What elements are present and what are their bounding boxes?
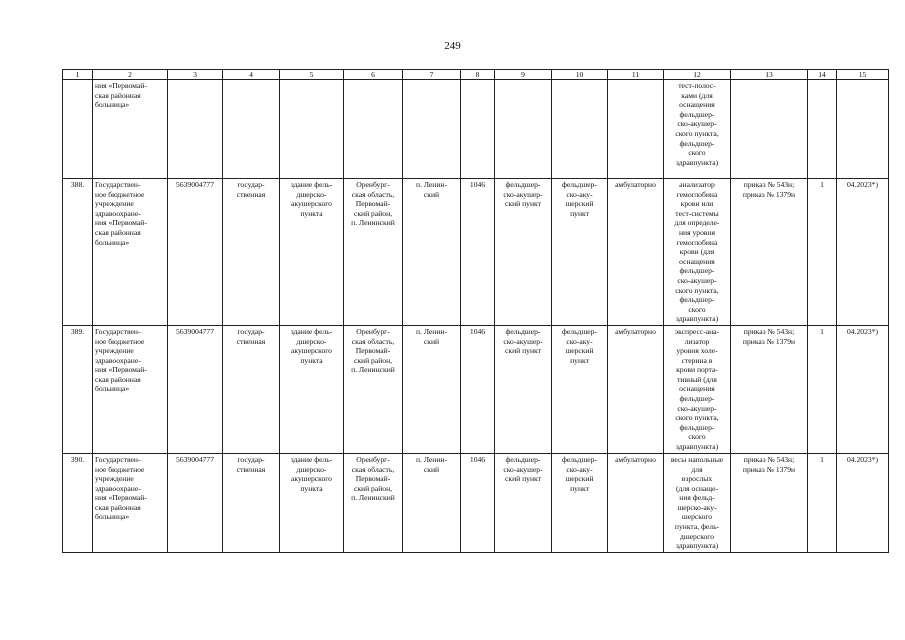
cell-organization: Государствен- ное бюджетное учреждение здравоохране- ния «Первомай- ская районная больница» [93,453,168,552]
cell-date: 04.2023*) [837,179,889,326]
cell-care-form: амбулаторно [608,453,664,552]
table-row [63,325,889,453]
cell-order: приказ № 543н; приказ № 1379н [731,325,808,453]
cell-quantity: 1 [808,179,837,326]
table-row [63,179,889,326]
cell-unit-type: фельдшер- ско-акушер- ский пункт [495,179,552,326]
cell-quantity: 1 [808,453,837,552]
cell-care-form [608,80,664,179]
cell-unit-name: фельдшер- ско-аку- шерский пункт [552,453,608,552]
cell-num [63,80,93,179]
column-number: 5 [280,70,344,80]
cell-date: 04.2023*) [837,325,889,453]
cell-num: 390. [63,453,93,552]
cell-settlement: п. Ленин- ский [403,179,461,326]
cell-building: здание фель- дшерско- акушерского пункта [280,325,344,453]
cell-organization: Государствен- ное бюджетное учреждение здравоохране- ния «Первомай- ская районная больница» [93,179,168,326]
column-number: 6 [344,70,403,80]
cell-inn: 5639004777 [168,453,223,552]
cell-address: Оренбург- ская область, Первомай- ский район, п. Ленинский [344,453,403,552]
cell-building [280,80,344,179]
cell-ownership: государ- ственная [223,325,280,453]
cell-date: 04.2023*) [837,453,889,552]
cell-building: здание фель- дшерско- акушерского пункта [280,453,344,552]
cell-settlement [403,80,461,179]
cell-unit-type: фельдшер- ско-акушер- ский пункт [495,325,552,453]
cell-inn [168,80,223,179]
column-number: 13 [731,70,808,80]
cell-equipment: весы напольные для взрослых (для оснаще- ния фельд- шерско-аку- шерского пункта, фель- дшерского здравпункта) [664,453,731,552]
cell-population: 1046 [461,325,495,453]
cell-unit-type [495,80,552,179]
column-number: 4 [223,70,280,80]
table-row [63,80,889,179]
column-number: 3 [168,70,223,80]
cell-organization: Государствен- ное бюджетное учреждение здравоохране- ния «Первомай- ская районная больница» [93,325,168,453]
column-number: 15 [837,70,889,80]
cell-population: 1046 [461,179,495,326]
cell-care-form: амбулаторно [608,179,664,326]
cell-settlement: п. Ленин- ский [403,325,461,453]
column-number: 9 [495,70,552,80]
cell-unit-name: фельдшер- ско-аку- шерский пункт [552,325,608,453]
cell-unit-type: фельдшер- ско-акушер- ский пункт [495,453,552,552]
cell-unit-name: фельдшер- ско-аку- шерский пункт [552,179,608,326]
cell-address [344,80,403,179]
cell-quantity [808,80,837,179]
column-number: 11 [608,70,664,80]
cell-num: 389. [63,325,93,453]
cell-equipment: тест-полос- ками (для оснащения фельдшер- ско-акушер- ского пункта, фельдшер- ского здравпункта) [664,80,731,179]
cell-quantity: 1 [808,325,837,453]
cell-equipment: анализатор гемоглобина крови или тест-системы для определе- ния уровня гемоглобина крови (для оснащения фельдшер- ско-акушер- ского пункта, фельдшер- ского здравпункта) [664,179,731,326]
cell-equipment: экспресс-ана- лизатор уровня холе- стерина в крови порта- тивный (для оснащения фельдшер- ско-акушер- ского пункта, фельдшер- ского здравпункта) [664,325,731,453]
column-number: 10 [552,70,608,80]
cell-ownership [223,80,280,179]
cell-address: Оренбург- ская область, Первомай- ский район, п. Ленинский [344,325,403,453]
column-number: 2 [93,70,168,80]
page-number: 249 [444,40,461,52]
cell-care-form: амбулаторно [608,325,664,453]
cell-inn: 5639004777 [168,179,223,326]
cell-organization: ния «Первомай- ская районная больница» [93,80,168,179]
cell-num: 388. [63,179,93,326]
column-number: 7 [403,70,461,80]
cell-date [837,80,889,179]
cell-order [731,80,808,179]
cell-building: здание фель- дшерско- акушерского пункта [280,179,344,326]
cell-order: приказ № 543н; приказ № 1379н [731,453,808,552]
cell-settlement: п. Ленин- ский [403,453,461,552]
cell-ownership: государ- ственная [223,453,280,552]
cell-population [461,80,495,179]
table-row [63,453,889,552]
cell-order: приказ № 543н; приказ № 1379н [731,179,808,326]
cell-unit-name [552,80,608,179]
cell-population: 1046 [461,453,495,552]
column-number-row [63,70,889,80]
data-table [62,69,889,553]
column-number: 8 [461,70,495,80]
column-number: 1 [63,70,93,80]
column-number: 12 [664,70,731,80]
cell-ownership: государ- ственная [223,179,280,326]
cell-inn: 5639004777 [168,325,223,453]
cell-address: Оренбург- ская область, Первомай- ский район, п. Ленинский [344,179,403,326]
column-number: 14 [808,70,837,80]
